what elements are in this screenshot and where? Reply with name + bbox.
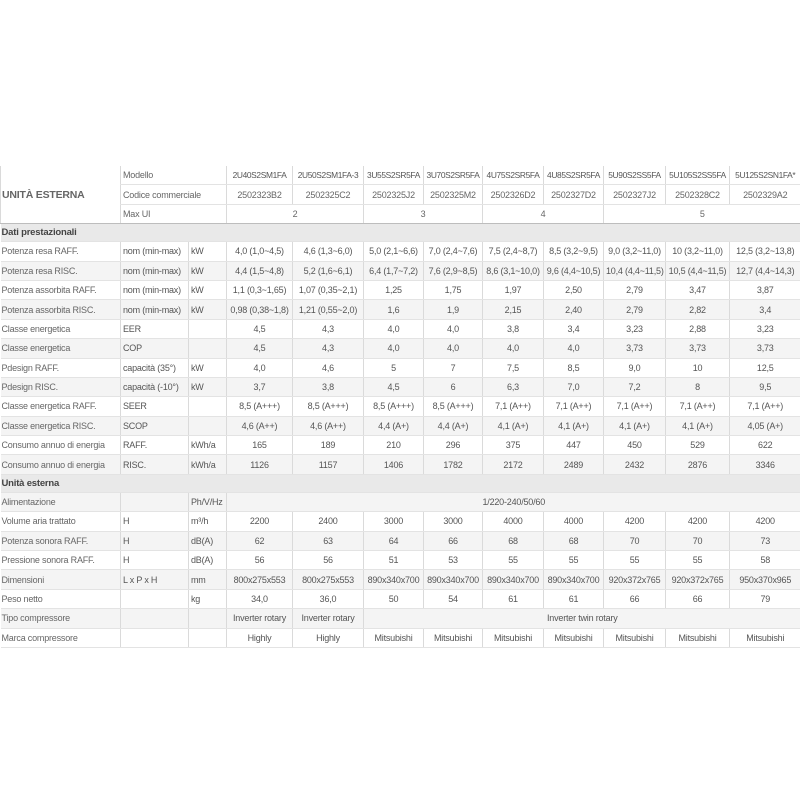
table-cell: 61: [544, 589, 604, 608]
row-sublabel: nom (min-max): [121, 300, 189, 319]
row-sublabel: SEER: [121, 397, 189, 416]
row-unit: mm: [189, 570, 227, 589]
header-row-max-ui: [1, 204, 800, 223]
row-unit: m³/h: [189, 512, 227, 531]
table-cell: 800x275x553: [227, 570, 293, 589]
table-cell: 4000: [483, 512, 544, 531]
table-cell: 1,25: [364, 280, 424, 299]
max-ui-value: 4: [483, 204, 604, 223]
table-cell: 1,1 (0,3~1,65): [227, 280, 293, 299]
table-cell: 3,73: [730, 339, 800, 358]
table-cell: 50: [364, 589, 424, 608]
table-cell: 2,79: [604, 280, 666, 299]
table-row: [1, 436, 800, 455]
row-sublabel: EER: [121, 319, 189, 338]
row-sublabel: capacità (-10°): [121, 377, 189, 396]
table-cell: 9,0 (3,2~11,0): [604, 242, 666, 261]
table-cell: 3,4: [730, 300, 800, 319]
table-cell: 1,07 (0,35~2,1): [293, 280, 364, 299]
table-row: [1, 551, 800, 570]
table-cell: Mitsubishi: [730, 628, 800, 647]
row-sublabel: nom (min-max): [121, 280, 189, 299]
table-cell: 4,0: [424, 339, 483, 358]
table-cell: 450: [604, 436, 666, 455]
row-unit: [189, 397, 227, 416]
table-row: [1, 319, 800, 338]
table-cell: 890x340x700: [544, 570, 604, 589]
row-unit: [189, 609, 227, 628]
table-cell: 58: [730, 551, 800, 570]
table-cell: 61: [483, 589, 544, 608]
product-code: 2502325M2: [424, 185, 483, 204]
table-cell: 8,5 (A+++): [364, 397, 424, 416]
row-label: Pressione sonora RAFF.: [1, 551, 121, 570]
table-cell: 7,0 (2,4~7,6): [424, 242, 483, 261]
table-row: [1, 512, 800, 531]
table-cell: 9,0: [604, 358, 666, 377]
table-cell: 4,4 (1,5~4,8): [227, 261, 293, 280]
table-cell: 3,73: [666, 339, 730, 358]
table-cell: 6,3: [483, 377, 544, 396]
section-header-outdoor-unit: [1, 474, 800, 492]
table-row: [1, 570, 800, 589]
row-sublabel: L x P x H: [121, 570, 189, 589]
table-cell: 4,6: [293, 358, 364, 377]
row-label: Consumo annuo di energia: [1, 436, 121, 455]
table-cell: 4,05 (A+): [730, 416, 800, 435]
table-cell: 4,1 (A+): [544, 416, 604, 435]
model-name: 3U70S2SR5FA: [424, 166, 483, 185]
table-cell: Inverter rotary: [227, 609, 293, 628]
table-cell: 34,0: [227, 589, 293, 608]
row-label: Classe energetica RAFF.: [1, 397, 121, 416]
table-row: [1, 377, 800, 396]
row-sublabel: nom (min-max): [121, 261, 189, 280]
table-cell: 9,5: [730, 377, 800, 396]
row-label: Pdesign RISC.: [1, 377, 121, 396]
table-cell: 4,5: [227, 339, 293, 358]
max-ui-value: 5: [604, 204, 800, 223]
row-label: Peso netto: [1, 589, 121, 608]
table-cell: 5,0 (2,1~6,6): [364, 242, 424, 261]
table-cell: 8,5 (A+++): [424, 397, 483, 416]
table-cell: 3,23: [604, 319, 666, 338]
table-cell: 2,50: [544, 280, 604, 299]
row-sublabel: nom (min-max): [121, 242, 189, 261]
specifications-table: [0, 166, 800, 648]
table-row: [1, 300, 800, 319]
table-cell: 3,87: [730, 280, 800, 299]
table-cell: 6: [424, 377, 483, 396]
row-sublabel: [121, 492, 189, 511]
table-cell: 4,0: [424, 319, 483, 338]
table-cell: Inverter rotary: [293, 609, 364, 628]
table-cell: 9,6 (4,4~10,5): [544, 261, 604, 280]
product-code: 2502329A2: [730, 185, 800, 204]
row-unit: kW: [189, 300, 227, 319]
product-code: 2502323B2: [227, 185, 293, 204]
table-cell: 890x340x700: [364, 570, 424, 589]
row-label: Potenza assorbita RAFF.: [1, 280, 121, 299]
model-name: 2U40S2SM1FA: [227, 166, 293, 185]
table-cell: 920x372x765: [666, 570, 730, 589]
table-cell: 7,2: [604, 377, 666, 396]
table-cell: 36,0: [293, 589, 364, 608]
table-cell: 63: [293, 531, 364, 550]
max-ui-value: 2: [227, 204, 364, 223]
table-cell: 3346: [730, 455, 800, 474]
product-code: 2502327D2: [544, 185, 604, 204]
table-cell: 1,21 (0,55~2,0): [293, 300, 364, 319]
table-cell: 4,0 (1,0~4,5): [227, 242, 293, 261]
model-name: 5U125S2SN1FA*: [730, 166, 800, 185]
row-label: Consumo annuo di energia: [1, 455, 121, 474]
table-cell: 66: [666, 589, 730, 608]
row-sublabel: COP: [121, 339, 189, 358]
table-cell: 3,7: [227, 377, 293, 396]
table-body: [1, 166, 800, 647]
model-name: 4U85S2SR5FA: [544, 166, 604, 185]
header-row-model: [1, 166, 800, 185]
row-unit: [189, 628, 227, 647]
table-cell: 2,88: [666, 319, 730, 338]
model-name: 3U55S2SR5FA: [364, 166, 424, 185]
table-cell: 4,3: [293, 319, 364, 338]
row-unit: kWh/a: [189, 436, 227, 455]
table-cell: 4,6 (A++): [227, 416, 293, 435]
row-sublabel: [121, 609, 189, 628]
table-cell: 70: [604, 531, 666, 550]
row-label: Marca compressore: [1, 628, 121, 647]
table-row: [1, 339, 800, 358]
table-cell: 3000: [424, 512, 483, 531]
row-unit: dB(A): [189, 551, 227, 570]
table-cell: 55: [483, 551, 544, 570]
table-cell: 7,6 (2,9~8,5): [424, 261, 483, 280]
table-cell: 800x275x553: [293, 570, 364, 589]
product-code: 2502325C2: [293, 185, 364, 204]
table-cell: 0,98 (0,38~1,8): [227, 300, 293, 319]
row-label: Alimentazione: [1, 492, 121, 511]
row-label: Classe energetica RISC.: [1, 416, 121, 435]
table-cell: 54: [424, 589, 483, 608]
table-cell: 51: [364, 551, 424, 570]
row-label: Volume aria trattato: [1, 512, 121, 531]
table-row: [1, 280, 800, 299]
table-cell: 68: [544, 531, 604, 550]
table-cell: 4,6 (A++): [293, 416, 364, 435]
table-cell: 2876: [666, 455, 730, 474]
row-sublabel: RAFF.: [121, 436, 189, 455]
table-cell: 622: [730, 436, 800, 455]
table-cell: 1782: [424, 455, 483, 474]
table-row: [1, 242, 800, 261]
row-sublabel: RISC.: [121, 455, 189, 474]
table-cell: Mitsubishi: [483, 628, 544, 647]
table-row: [1, 261, 800, 280]
table-cell: 4,0: [227, 358, 293, 377]
table-cell: 7,0: [544, 377, 604, 396]
table-row: [1, 531, 800, 550]
model-name: 5U105S2SS5FA: [666, 166, 730, 185]
table-cell: 4200: [730, 512, 800, 531]
table-cell: 296: [424, 436, 483, 455]
table-cell: 165: [227, 436, 293, 455]
table-cell: 3,73: [604, 339, 666, 358]
table-cell: 1,9: [424, 300, 483, 319]
table-cell: 2,82: [666, 300, 730, 319]
row-unit: [189, 416, 227, 435]
table-cell: 7,1 (A++): [730, 397, 800, 416]
table-cell: 529: [666, 436, 730, 455]
table-cell: 4,4 (A+): [424, 416, 483, 435]
table-cell: 79: [730, 589, 800, 608]
table-cell: Inverter twin rotary: [364, 609, 800, 628]
table-cell: 4,0: [364, 319, 424, 338]
row-unit: kg: [189, 589, 227, 608]
table-cell: 1406: [364, 455, 424, 474]
table-cell: 3,4: [544, 319, 604, 338]
max-ui-value: 3: [364, 204, 483, 223]
table-cell: Mitsubishi: [364, 628, 424, 647]
table-cell: 3,23: [730, 319, 800, 338]
table-cell: 8: [666, 377, 730, 396]
table-cell: 8,5 (3,2~9,5): [544, 242, 604, 261]
table-cell: Mitsubishi: [604, 628, 666, 647]
row-sublabel: H: [121, 531, 189, 550]
table-cell: 8,5 (A+++): [227, 397, 293, 416]
table-cell: 10 (3,2~11,0): [666, 242, 730, 261]
table-cell: 4200: [666, 512, 730, 531]
table-cell: 3,8: [293, 377, 364, 396]
model-name: 2U50S2SM1FA-3: [293, 166, 364, 185]
table-cell: 4,1 (A+): [604, 416, 666, 435]
table-cell: 70: [666, 531, 730, 550]
table-row: [1, 628, 800, 647]
table-title: UNITÀ ESTERNA: [1, 166, 121, 224]
table-cell: 73: [730, 531, 800, 550]
model-name: 4U75S2SR5FA: [483, 166, 544, 185]
table-cell: 950x370x965: [730, 570, 800, 589]
table-cell: 7: [424, 358, 483, 377]
table-cell: 55: [544, 551, 604, 570]
row-label: Classe energetica: [1, 319, 121, 338]
table-cell: 1,6: [364, 300, 424, 319]
model-name: 5U90S2SS5FA: [604, 166, 666, 185]
table-cell: 2,40: [544, 300, 604, 319]
row-unit: kW: [189, 280, 227, 299]
table-cell: 375: [483, 436, 544, 455]
table-cell: 10,5 (4,4~11,5): [666, 261, 730, 280]
table-cell: Highly: [227, 628, 293, 647]
table-cell: 4000: [544, 512, 604, 531]
row-label: Potenza assorbita RISC.: [1, 300, 121, 319]
table-cell: 5,2 (1,6~6,1): [293, 261, 364, 280]
table-cell: 55: [666, 551, 730, 570]
table-cell: 7,1 (A++): [666, 397, 730, 416]
table-cell: 4,0: [544, 339, 604, 358]
table-cell: 56: [293, 551, 364, 570]
table-cell: 4,1 (A+): [483, 416, 544, 435]
table-cell: 4,5: [227, 319, 293, 338]
table-cell: 1,97: [483, 280, 544, 299]
table-cell: 7,1 (A++): [483, 397, 544, 416]
table-cell: 890x340x700: [483, 570, 544, 589]
table-cell: 66: [424, 531, 483, 550]
header-label-code: Codice commerciale: [121, 185, 227, 204]
section-title: Dati prestazionali: [1, 224, 800, 242]
table-cell: 6,4 (1,7~7,2): [364, 261, 424, 280]
table-cell: 3,47: [666, 280, 730, 299]
table-cell: 4,0: [483, 339, 544, 358]
table-cell: 4,1 (A+): [666, 416, 730, 435]
table-cell: 3000: [364, 512, 424, 531]
table-cell: 12,5 (3,2~13,8): [730, 242, 800, 261]
table-cell: 890x340x700: [424, 570, 483, 589]
table-cell: 1126: [227, 455, 293, 474]
table-cell: Mitsubishi: [424, 628, 483, 647]
table-cell: 62: [227, 531, 293, 550]
table-cell: 7,1 (A++): [604, 397, 666, 416]
product-code: 2502325J2: [364, 185, 424, 204]
table-cell: 2,15: [483, 300, 544, 319]
row-sublabel: SCOP: [121, 416, 189, 435]
row-label: Potenza sonora RAFF.: [1, 531, 121, 550]
row-unit: dB(A): [189, 531, 227, 550]
table-cell: Highly: [293, 628, 364, 647]
row-sublabel: H: [121, 551, 189, 570]
table-cell: 7,1 (A++): [544, 397, 604, 416]
row-unit: [189, 319, 227, 338]
table-cell: 56: [227, 551, 293, 570]
table-cell: 4,6 (1,3~6,0): [293, 242, 364, 261]
table-cell: 66: [604, 589, 666, 608]
table-cell: 2432: [604, 455, 666, 474]
header-label-max-ui: Max UI: [121, 204, 227, 223]
table-cell: 68: [483, 531, 544, 550]
table-cell: 64: [364, 531, 424, 550]
row-label: Pdesign RAFF.: [1, 358, 121, 377]
table-cell: 2172: [483, 455, 544, 474]
table-cell: 4,4 (A+): [364, 416, 424, 435]
table-cell: 4,3: [293, 339, 364, 358]
table-cell: 5: [364, 358, 424, 377]
table-cell: 447: [544, 436, 604, 455]
table-cell: 1,75: [424, 280, 483, 299]
table-cell: 8,5 (A+++): [293, 397, 364, 416]
header-label-model: Modello: [121, 166, 227, 185]
table-row: [1, 492, 800, 511]
table-row: [1, 358, 800, 377]
table-cell: 4200: [604, 512, 666, 531]
product-code: 2502328C2: [666, 185, 730, 204]
table-cell: Mitsubishi: [666, 628, 730, 647]
table-cell: 7,5 (2,4~8,7): [483, 242, 544, 261]
row-sublabel: capacità (35°): [121, 358, 189, 377]
product-code: 2502326D2: [483, 185, 544, 204]
row-unit: kW: [189, 242, 227, 261]
table-cell: 10: [666, 358, 730, 377]
table-cell: 189: [293, 436, 364, 455]
row-unit: [189, 339, 227, 358]
row-unit: kW: [189, 358, 227, 377]
table-cell: 4,0: [364, 339, 424, 358]
table-cell: 920x372x765: [604, 570, 666, 589]
row-sublabel: H: [121, 512, 189, 531]
row-unit: kW: [189, 261, 227, 280]
table-cell: 2200: [227, 512, 293, 531]
row-label: Tipo compressore: [1, 609, 121, 628]
row-unit: Ph/V/Hz: [189, 492, 227, 511]
table-cell: 10,4 (4,4~11,5): [604, 261, 666, 280]
table-row: [1, 589, 800, 608]
section-title: Unità esterna: [1, 474, 800, 492]
row-sublabel: [121, 589, 189, 608]
row-unit: kWh/a: [189, 455, 227, 474]
table-cell: 210: [364, 436, 424, 455]
table-row: [1, 397, 800, 416]
table-row: [1, 609, 800, 628]
table-cell: 55: [604, 551, 666, 570]
row-label: Dimensioni: [1, 570, 121, 589]
table-cell: 2,79: [604, 300, 666, 319]
row-label: Potenza resa RAFF.: [1, 242, 121, 261]
table-cell: 12,7 (4,4~14,3): [730, 261, 800, 280]
table-row: [1, 455, 800, 474]
row-sublabel: [121, 628, 189, 647]
table-cell: 2489: [544, 455, 604, 474]
table-cell: 1/220-240/50/60: [227, 492, 800, 511]
table-row: [1, 416, 800, 435]
table-cell: 12,5: [730, 358, 800, 377]
row-label: Potenza resa RISC.: [1, 261, 121, 280]
table-cell: 3,8: [483, 319, 544, 338]
header-row-code: [1, 185, 800, 204]
table-cell: 8,5: [544, 358, 604, 377]
table-cell: 1157: [293, 455, 364, 474]
table-cell: 8,6 (3,1~10,0): [483, 261, 544, 280]
table-cell: 7,5: [483, 358, 544, 377]
product-code: 2502327J2: [604, 185, 666, 204]
row-unit: kW: [189, 377, 227, 396]
table-cell: 2400: [293, 512, 364, 531]
section-header-performance: [1, 224, 800, 242]
table-cell: 4,5: [364, 377, 424, 396]
row-label: Classe energetica: [1, 339, 121, 358]
table-cell: Mitsubishi: [544, 628, 604, 647]
table-cell: 53: [424, 551, 483, 570]
